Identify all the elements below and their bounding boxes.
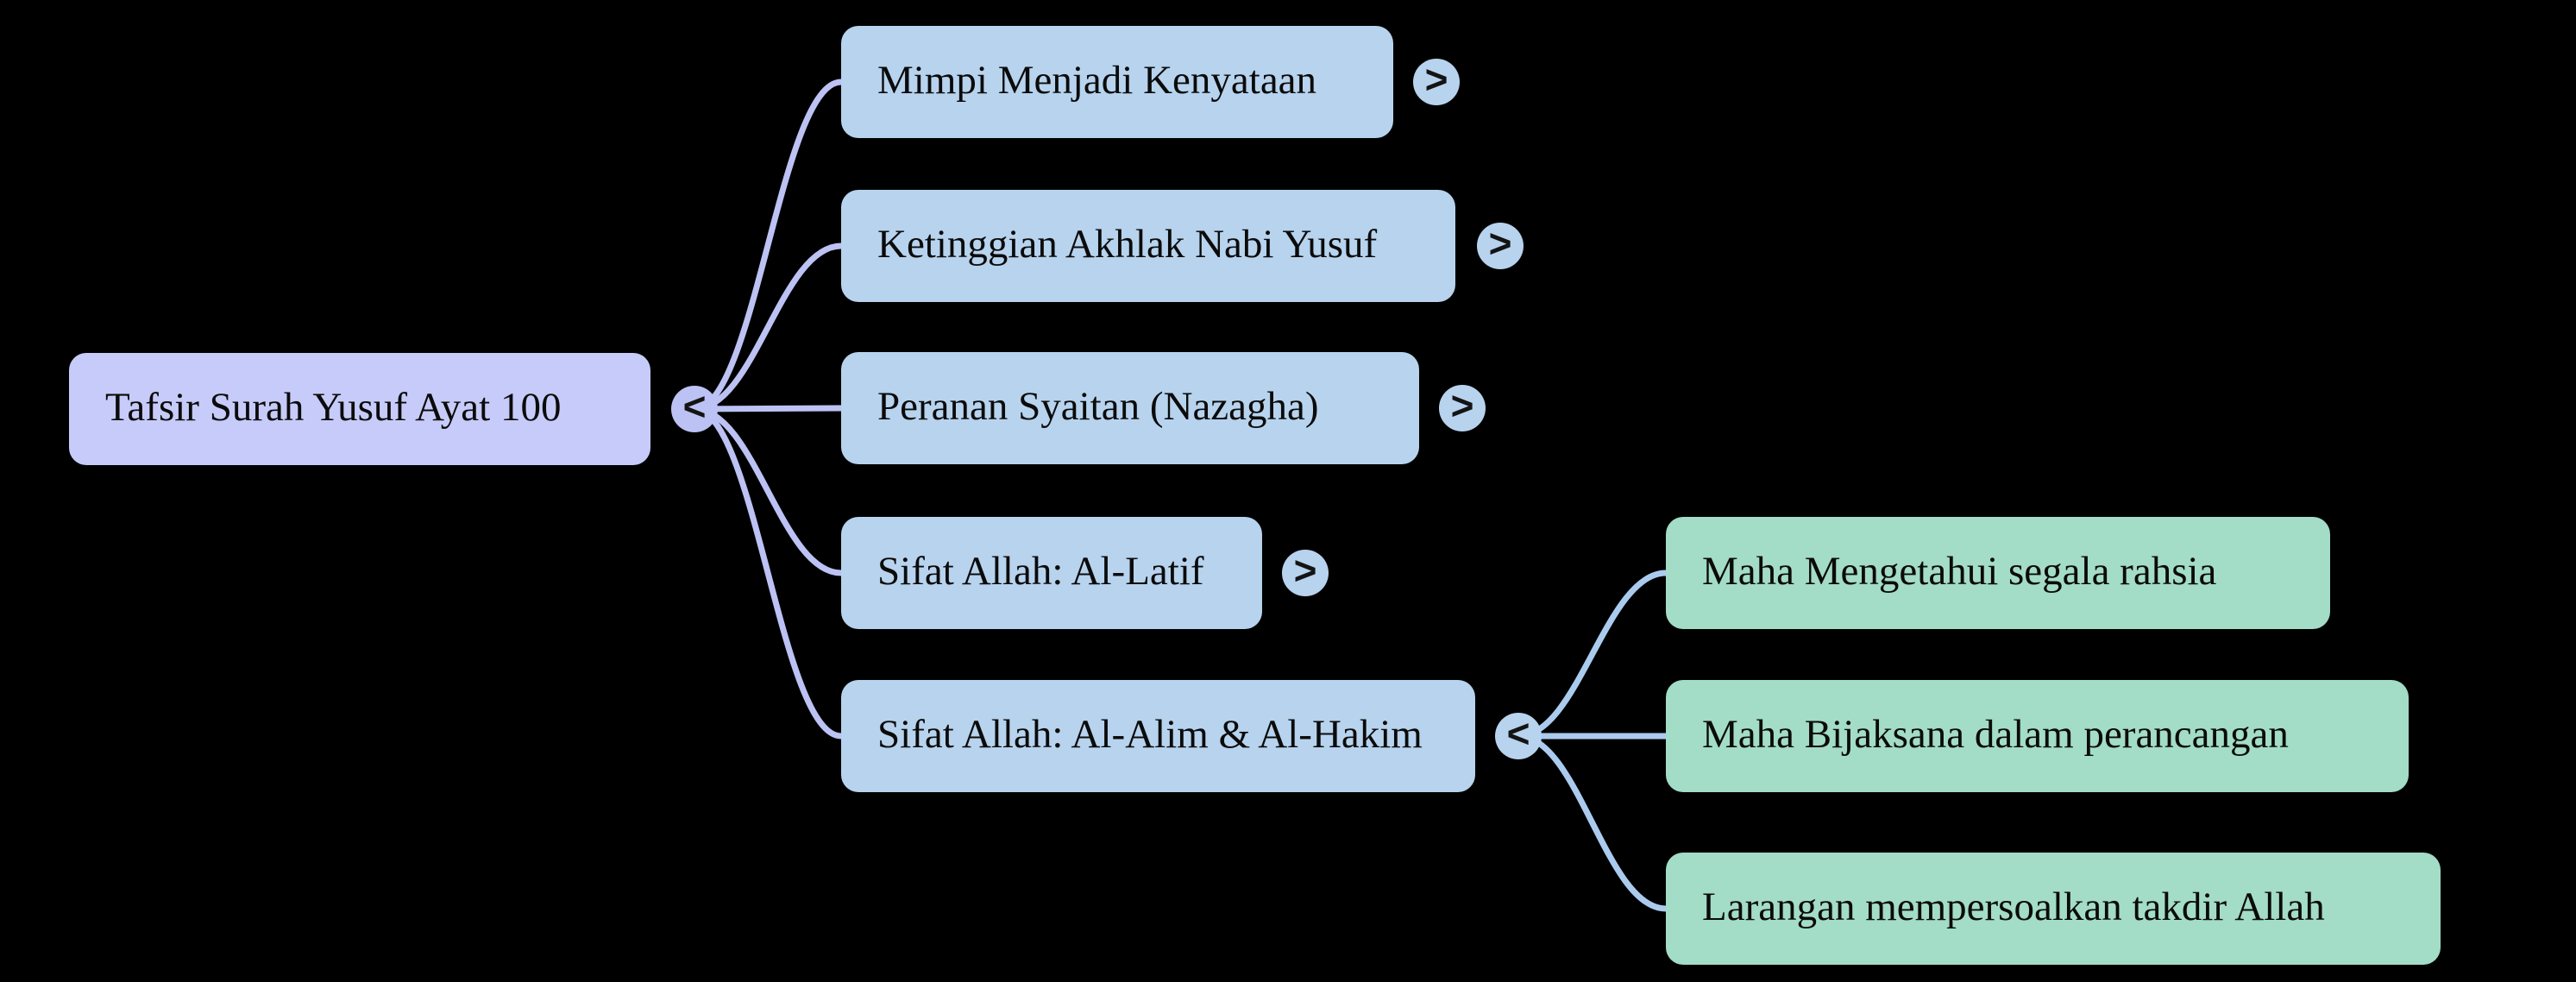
chevron-right-icon: > (1424, 57, 1448, 102)
node-label-g3: Larangan mempersoalkan takdir Allah (1702, 884, 2325, 929)
collapse-toggle-root[interactable] (671, 386, 718, 432)
chevron-left-icon: < (1506, 711, 1530, 756)
mindmap-node-g2[interactable] (1666, 680, 2409, 792)
mindmap-node-root[interactable] (69, 353, 650, 465)
node-label-c4: Sifat Allah: Al-Latif (877, 548, 1204, 594)
chevron-right-icon: > (1488, 221, 1512, 266)
node-label-c3: Peranan Syaitan (Nazagha) (877, 383, 1319, 429)
expand-toggle-c4[interactable] (1282, 550, 1329, 596)
mindmap-node-g1[interactable] (1666, 517, 2330, 629)
expand-toggle-c3[interactable] (1439, 385, 1486, 431)
node-label-g1: Maha Mengetahui segala rahsia (1702, 548, 2217, 594)
node-label-g2: Maha Bijaksana dalam perancangan (1702, 711, 2289, 757)
link-c5-toggle-to-g1 (1518, 573, 1666, 736)
node-label-c2: Ketinggian Akhlak Nabi Yusuf (877, 221, 1378, 267)
link-c5-toggle-to-g3 (1518, 736, 1666, 909)
mindmap-node-c1[interactable] (841, 26, 1393, 138)
chevron-right-icon: > (1293, 548, 1317, 593)
expand-toggle-c1[interactable] (1413, 59, 1460, 105)
link-root-toggle-to-c2 (694, 246, 841, 409)
node-label-c5: Sifat Allah: Al-Alim & Al-Hakim (877, 711, 1423, 757)
collapse-toggle-c5[interactable] (1495, 713, 1542, 759)
link-root-toggle-to-c4 (694, 409, 841, 573)
chevron-left-icon: < (682, 384, 707, 429)
expand-toggle-c2[interactable] (1477, 223, 1524, 269)
node-label-c1: Mimpi Menjadi Kenyataan (877, 57, 1317, 103)
mindmap-node-c3[interactable] (841, 352, 1419, 464)
link-root-toggle-to-c5 (694, 409, 841, 736)
node-label-root: Tafsir Surah Yusuf Ayat 100 (105, 384, 562, 430)
mindmap-node-c5[interactable] (841, 680, 1475, 792)
mindmap-node-c2[interactable] (841, 190, 1455, 302)
link-root-toggle-to-c1 (694, 82, 841, 409)
mindmap-node-c4[interactable] (841, 517, 1262, 629)
mindmap-node-g3[interactable] (1666, 853, 2441, 965)
chevron-right-icon: > (1450, 383, 1474, 428)
